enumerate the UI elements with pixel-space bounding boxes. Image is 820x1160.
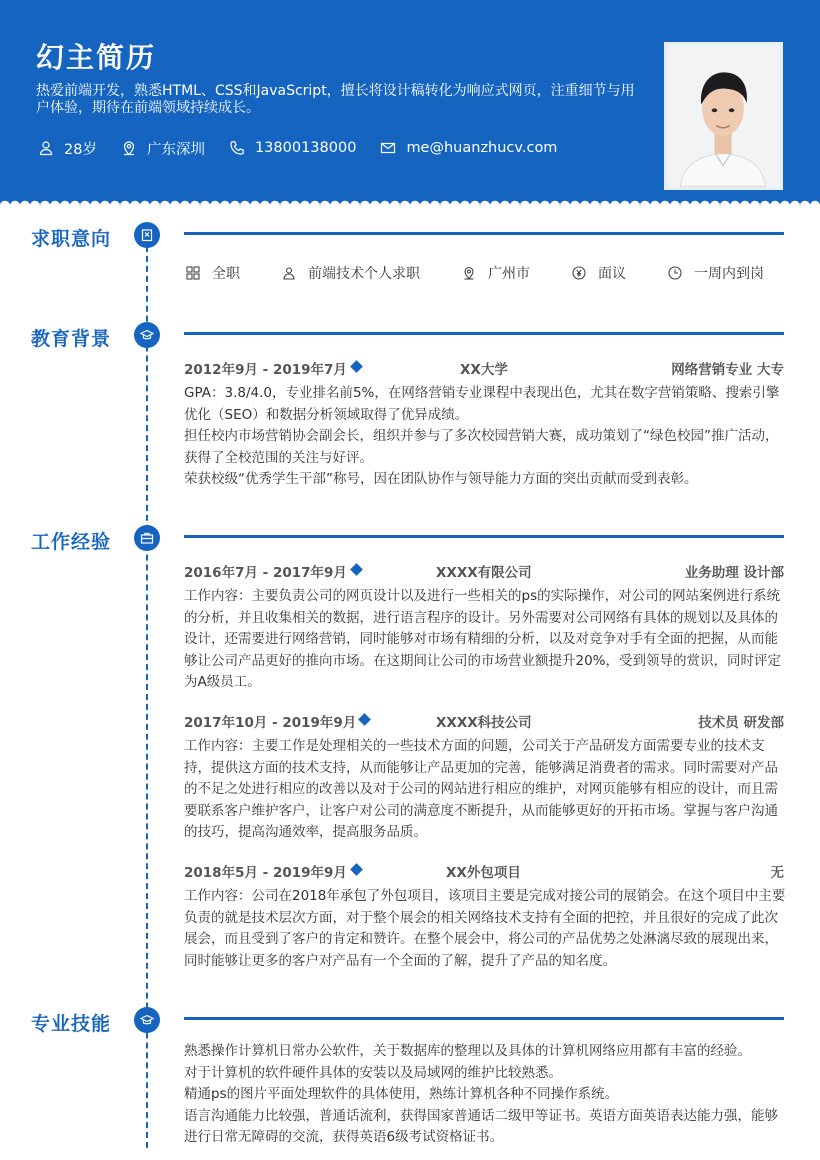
work-description: 工作内容：公司在2018年承包了外包项目，该项目主要是完成对接公司的展销会。在这个项目中主要负责的就是技术层次方面，对于整个展会的相关网络技术支持有全面的把控，并且很好的完成了此次展会，而且受到了客户的肯定和赞许。在整个展会中，将公司的产品优势之处淋漓尽致的展现出来，同时能够让更多的客户对产品有一个全面的了解，提升了产品的知名度。 [184,888,786,969]
skill-line: 精通ps的图片平面处理软件的具体使用，熟练计算机各种不同操作系统。 [184,1086,619,1102]
info-phone [229,140,356,156]
skill-line: 熟悉操作计算机日常办公软件，关于数据库的整理以及具体的计算机网络应用都有丰富的经验。 [184,1043,751,1059]
briefcase-icon [140,531,154,545]
education-line: GPA：3.8/4.0，专业排名前5%，在网络营销专业课程中表现出色，尤其在数字营销策略、搜索引擎优化（SEO）和数据分析领域取得了优异成绩。 [184,385,780,423]
location-pin-icon [121,140,137,156]
work-role: 业务助理 设计部 [684,565,784,581]
section-rule-work [184,535,784,538]
section-title-intent: 求职意向 [31,228,112,250]
intent-position-text: 前端技术个人求职 [308,266,420,282]
info-location [121,138,205,159]
resume-header [0,0,820,205]
clipboard-icon [140,228,154,242]
graduation-cap-icon [140,328,154,342]
section-icon-skills [134,1007,160,1033]
intent-position [282,263,420,283]
diamond-marker [350,563,363,576]
work-entry-header [184,711,784,729]
work-date: 2017年10月 - 2019年9月 [184,715,357,731]
education-major: 网络营销专业 大专 [671,362,784,378]
email-text: me@huanzhucv.com [406,140,558,156]
work-description: 工作内容：主要工作是处理相关的一些技术方面的问题，公司关于产品研发方面需要专业的技术支持，提供这方面的技术支持，从而能够让产品更加的完善，能够满足消费者的需求。同时需要对产品的不足之处进行相应的改善以及对于公司的网站进行相应的维护，对网页能够有相应的设计，而且需要联系客户维护客户，让客户对公司的满意度不断提升，从而能够更好的开拓市场。掌握与客户沟通的技巧，提高沟通效率，提高服务品质。 [184,738,778,840]
intent-salary [572,263,626,283]
section-rule-education [184,332,784,335]
header-scallop-edge [0,194,820,208]
section-icon-education [134,322,160,348]
diamond-marker [350,360,363,373]
graduation-cap-icon [140,1013,154,1027]
diamond-marker [358,713,371,726]
diamond-marker [350,863,363,876]
work-role: 技术员 研发部 [698,715,784,731]
work-entry-header [184,861,784,879]
mail-icon [380,140,396,156]
intent-type [186,263,240,283]
work-company: XX外包项目 [446,865,521,881]
person-icon [282,266,296,280]
contact-info [38,138,581,158]
intent-arrival-text: 一周内到岗 [694,266,764,282]
resume-summary: 热爱前端开发，熟悉HTML、CSS和JavaScript，擅长将设计稿转化为响应式网页，注重细节与用户体验，期待在前端领域持续成长。 [36,83,635,116]
education-entry-header [184,358,784,376]
user-icon [38,140,54,156]
work-date: 2018年5月 - 2019年9月 [184,865,347,881]
section-title-skills: 专业技能 [31,1013,112,1035]
section-icon-work [134,525,160,551]
location-text: 广东深圳 [146,141,205,158]
yen-coin-icon [572,266,586,280]
phone-icon [229,140,245,156]
work-company: XXXX有限公司 [436,565,532,581]
grid-icon [186,266,200,280]
work-role: 无 [770,865,784,881]
info-email [380,140,557,156]
skill-line: 语言沟通能力比较强，普通话流利，获得国家普通话二级甲等证书。英语方面英语表达能力强，能够进行日常无障碍的交流，获得英语6级考试资格证书。 [184,1107,778,1145]
skills-list [184,1041,786,1149]
section-title-education: 教育背景 [31,328,112,350]
work-description: 工作内容：主要负责公司的网页设计以及进行一些相关的ps的实际操作，对公司的网站案例进行系统的分析，并且收集相关的数据，进行语言程序的设计。另外需要对公司网络有具体的规划以及具体的设计，还需要进行网络营销，同时能够对市场有精细的分析，以及对竞争对手有全面的把握，从而能够让公司产品更好的推向市场。在这期间让公司的市场营业额提升20%，受到领导的赏识，同时评定为A级员工。 [184,588,782,690]
work-entry-header [184,561,784,579]
work-company: XXXX科技公司 [436,715,532,731]
section-rule-intent [184,232,784,235]
education-details [184,383,786,491]
skill-line: 对于计算机的软件硬件具体的安装以及局域网的维护比较熟悉。 [184,1064,562,1081]
intent-salary-text: 面议 [598,266,626,282]
intent-city-text: 广州市 [488,266,530,282]
intent-arrival [668,263,764,283]
section-rule-skills [184,1017,784,1020]
work-date: 2016年7月 - 2017年9月 [184,565,347,581]
intent-type-text: 全职 [212,266,240,282]
profile-photo [664,42,783,190]
age-text: 28岁 [64,141,97,158]
intent-row [186,263,806,283]
resume-name: 幻主简历 [36,41,157,74]
location-pin-icon [462,266,476,280]
section-title-work: 工作经验 [31,531,112,553]
education-date: 2012年9月 - 2019年7月 [184,362,347,378]
intent-city [462,263,530,283]
section-icon-intent [134,222,160,248]
education-school: XX大学 [460,362,508,378]
info-age [38,138,97,159]
avatar [667,45,780,187]
education-line: 荣获校级“优秀学生干部”称号，因在团队协作与领导能力方面的突出贡献而受到表彰。 [184,471,698,487]
phone-text: 13800138000 [254,140,357,156]
education-line: 担任校内市场营销协会副会长，组织并参与了多次校园营销大赛，成功策划了“绿色校园”推广活动，获得了全校范围的关注与好评。 [184,428,779,466]
clock-icon [668,266,682,280]
